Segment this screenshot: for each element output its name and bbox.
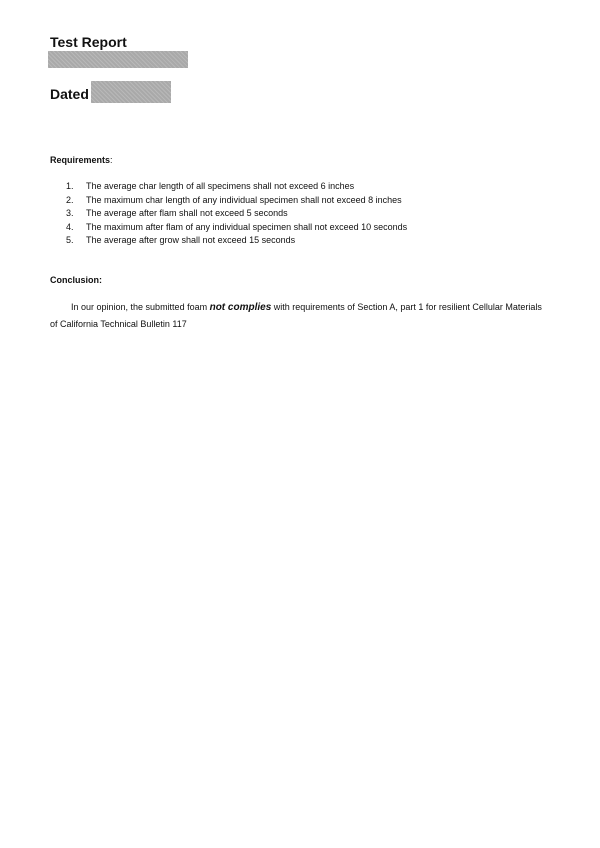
list-item <box>66 207 407 221</box>
redacted-block-subtitle <box>48 51 188 68</box>
conclusion-text-after: with requirements of Section A, part 1 for resilient Cellular Materials of California Technical Bulletin 117 <box>50 302 542 329</box>
list-item-number: 2. <box>66 194 74 205</box>
requirements-heading <box>50 155 113 166</box>
document-title: Test Report <box>50 34 127 50</box>
requirements-label: Requirements <box>50 155 111 165</box>
list-item-number: 3. <box>66 208 74 219</box>
list-item-text: The maximum after flam of any individual specimen shall not exceed 10 seconds <box>86 221 408 232</box>
conclusion-heading: Conclusion: <box>50 275 102 285</box>
conclusion-text-before: In our opinion, the submitted foam <box>71 302 210 312</box>
list-item <box>66 194 407 208</box>
requirements-list <box>66 180 407 248</box>
list-item <box>66 234 407 248</box>
list-item-number: 5. <box>66 235 74 246</box>
list-item-text: The average after grow shall not exceed 15 seconds <box>86 235 296 246</box>
conclusion-paragraph <box>50 299 550 333</box>
dated-label: Dated <box>50 86 89 102</box>
list-item <box>66 180 407 194</box>
conclusion-emphasis: not complies <box>209 302 272 313</box>
list-item-text: The maximum char length of any individual specimen shall not exceed 8 inches <box>86 194 402 205</box>
list-item-text: The average after flam shall not exceed 5 seconds <box>86 208 288 219</box>
redacted-block-date <box>91 81 171 103</box>
list-item-number: 1. <box>66 181 74 191</box>
requirements-label-colon: : <box>110 155 113 165</box>
list-item <box>66 221 407 235</box>
list-item-text: The average char length of all specimens shall not exceed 6 inches <box>86 181 355 191</box>
list-item-number: 4. <box>66 221 74 232</box>
